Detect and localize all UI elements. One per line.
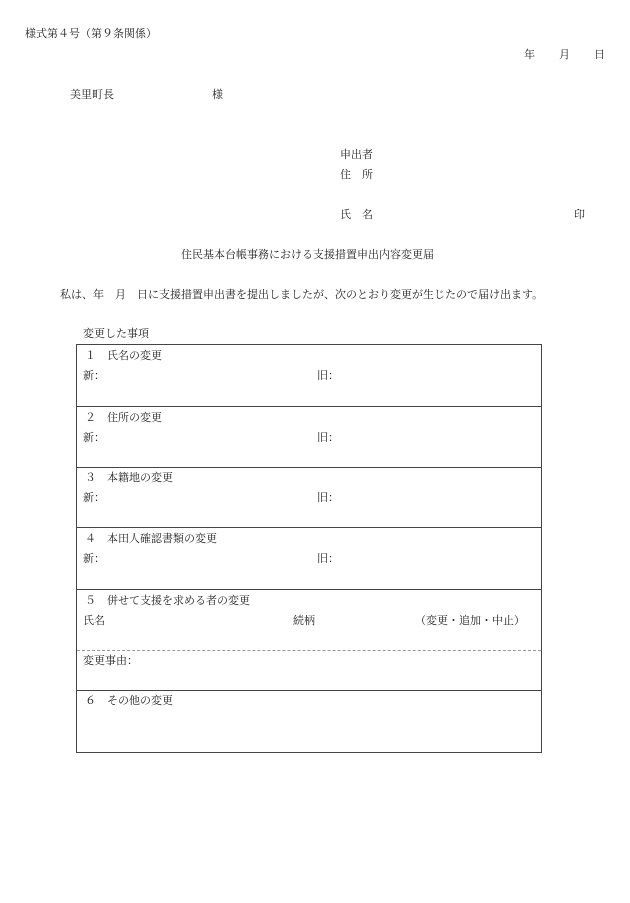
section-6-heading: ６ その他の変更 xyxy=(85,694,173,707)
section-4-old-label: 旧： xyxy=(317,552,339,565)
changes-table xyxy=(76,344,542,753)
addressee-honorific: 様 xyxy=(212,88,223,101)
date-month: 月 xyxy=(559,48,570,61)
date-year: 年 xyxy=(524,48,535,61)
section-5-dashed-divider xyxy=(77,650,541,651)
section-divider xyxy=(77,690,541,691)
section-2-old-label: 旧： xyxy=(317,431,339,444)
section-3-old-label: 旧： xyxy=(317,491,339,504)
section-1-old-label: 旧： xyxy=(317,369,339,382)
section-5-reason-label: 変更事由： xyxy=(83,654,138,667)
section-4-heading: ４ 本田人確認書類の変更 xyxy=(85,532,217,545)
section-1-heading: １ 氏名の変更 xyxy=(85,349,162,362)
section-divider xyxy=(77,406,541,407)
section-2-new-label: 新： xyxy=(83,431,105,444)
section-3-new-label: 新： xyxy=(83,491,105,504)
section-2-heading: ２ 住所の変更 xyxy=(85,411,162,424)
section-divider xyxy=(77,467,541,468)
statement: 私は、年 月 日に支援措置申出書を提出しましたが、次のとおり変更が生じたので届け出ます。 xyxy=(60,288,544,301)
addressee-name: 美里町長 xyxy=(70,88,114,101)
form-number: 様式第４号（第９条関係） xyxy=(25,27,157,40)
section-3-heading: ３ 本籍地の変更 xyxy=(85,471,173,484)
section-5-options: （変更・追加・中止） xyxy=(415,614,525,627)
document-title: 住民基本台帳事務における支援措置申出内容変更届 xyxy=(181,248,434,261)
section-1-new-label: 新： xyxy=(83,369,105,382)
section-5-heading: ５ 併せて支援を求める者の変更 xyxy=(85,594,250,607)
section-4-new-label: 新： xyxy=(83,552,105,565)
seal-mark: 印 xyxy=(574,208,585,221)
section-divider xyxy=(77,527,541,528)
section-5-name-label: 氏名 xyxy=(83,614,105,627)
date-line xyxy=(524,49,605,60)
section-divider xyxy=(77,589,541,590)
applicant-heading: 申出者 xyxy=(340,148,373,161)
applicant-address-label: 住 所 xyxy=(340,168,373,181)
applicant-name-label: 氏 名 xyxy=(340,208,373,221)
date-day: 日 xyxy=(594,48,605,61)
changes-label: 変更した事項 xyxy=(83,327,149,340)
section-5-relation-label: 続柄 xyxy=(293,614,315,627)
